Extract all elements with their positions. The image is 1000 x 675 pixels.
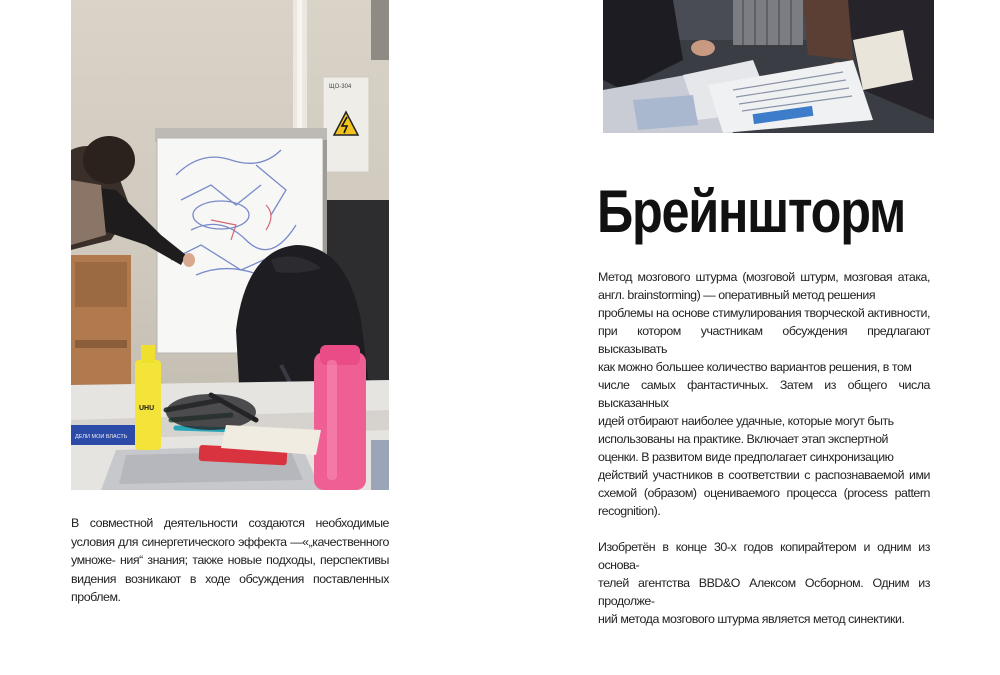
body-paragraph-2 <box>598 538 930 628</box>
body-line: Метод мозгового штурма (мозговой штурм, мозговая атака, <box>598 270 930 284</box>
body-line: recognition). <box>598 504 661 518</box>
newspapers-photo <box>603 0 934 133</box>
caption-line: возникают в ходе обсуждения поставленных проблем. <box>71 571 389 604</box>
body-paragraph-1 <box>598 268 930 520</box>
body-line: как можно большее количество вариантов решения, в том <box>598 360 912 374</box>
article-body <box>598 268 930 646</box>
body-line: идей отбирают наиболее удачные, которые могут быть <box>598 414 894 428</box>
photo-caption <box>71 514 389 607</box>
caption-paragraph <box>71 514 389 607</box>
body-line: при котором участникам обсуждения предлагают высказывать <box>598 324 930 356</box>
body-line: проблемы на основе стимулирования творческой активности, <box>598 306 930 320</box>
workshop-photo <box>71 0 389 490</box>
caption-line: для синергетического эффекта —«„качественного умноже- <box>71 534 389 567</box>
body-line: телей агентства BBD&O Алексом Осборном. Одним из продолже- <box>598 576 930 608</box>
body-line: использованы на практике. Включает этап экспертной <box>598 432 889 446</box>
page-heading: Брейншторм <box>597 178 906 245</box>
panel-label: ЩО-304 <box>329 84 352 90</box>
body-line: схемой (образом) оцениваемого процесса (process pattern <box>598 486 930 500</box>
caption-line: ния“ знания; также новые подходы, перспективы видения <box>71 553 390 586</box>
workshop-photo-illustration <box>71 0 389 490</box>
body-line: Изобретён в конце 30-х годов копирайтером и одним из основа- <box>598 540 930 572</box>
body-line: англ. brainstorming) — оперативный метод решения <box>598 288 876 302</box>
body-line: оценки. В развитом виде предполагает синхронизацию <box>598 450 894 464</box>
caption-line: В совместной деятельности создаются необходимые условия <box>71 516 389 549</box>
body-line: ний метода мозгового штурма является метод синектики. <box>598 612 905 626</box>
newspapers-photo-illustration <box>603 0 934 133</box>
book-cover-text: ДЕЛИ МОИ ВЛАСТЬ <box>75 434 128 440</box>
body-line: действий участников в соответствии с распознаваемой ими <box>598 468 930 482</box>
glue-label: UHU <box>139 405 155 412</box>
body-line: числе самых фантастичных. Затем из общего числа высказанных <box>598 378 930 410</box>
